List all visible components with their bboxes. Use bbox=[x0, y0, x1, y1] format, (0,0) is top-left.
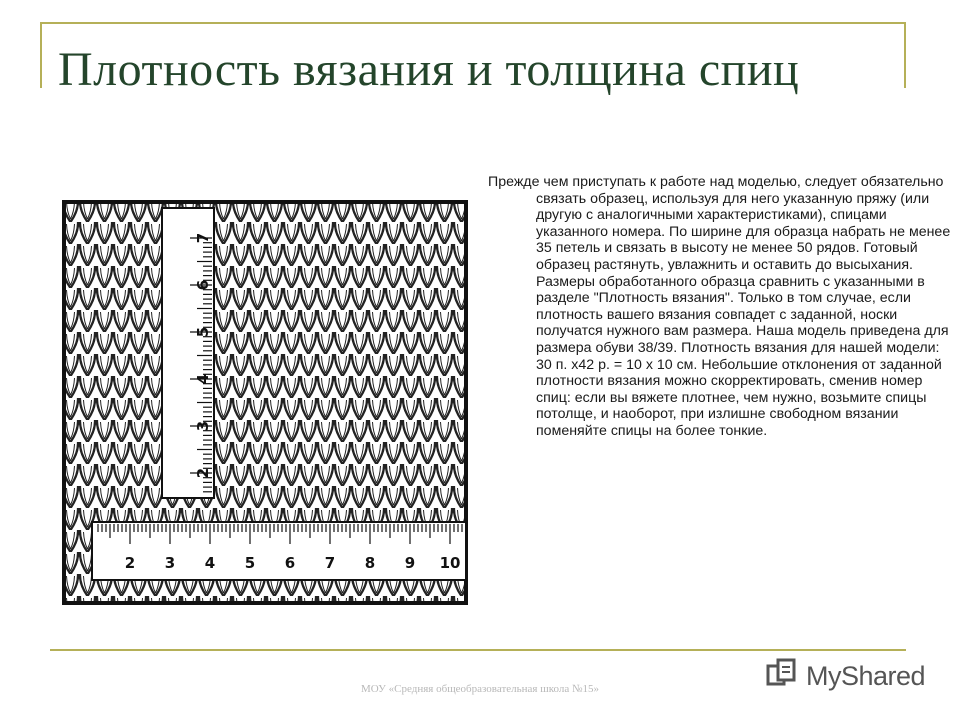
myshared-logo[interactable] bbox=[766, 654, 926, 698]
vertical-ruler-number: 6 bbox=[194, 279, 212, 291]
horizontal-ruler-number: 5 bbox=[244, 554, 256, 572]
myshared-logo-icon bbox=[766, 658, 800, 692]
vertical-ruler-number: 3 bbox=[194, 420, 212, 432]
vertical-ruler-number: 4 bbox=[194, 373, 212, 385]
vertical-ruler-number: 2 bbox=[194, 467, 212, 479]
horizontal-ruler-number: 10 bbox=[439, 554, 461, 572]
horizontal-ruler-number: 8 bbox=[364, 554, 376, 572]
left-frame-line bbox=[40, 22, 42, 88]
vertical-ruler-number: 7 bbox=[194, 232, 212, 244]
right-frame-line bbox=[904, 22, 906, 88]
footer-divider bbox=[50, 649, 906, 651]
horizontal-ruler-number: 4 bbox=[204, 554, 216, 572]
vertical-ruler bbox=[162, 208, 214, 498]
horizontal-ruler-number: 6 bbox=[284, 554, 296, 572]
knitting-gauge-figure bbox=[62, 200, 468, 605]
top-frame-line bbox=[40, 22, 906, 24]
horizontal-ruler-number: 7 bbox=[324, 554, 336, 572]
horizontal-ruler-number: 9 bbox=[404, 554, 416, 572]
footer-school-name: МОУ «Средняя общеобразовательная школа №15» bbox=[361, 683, 599, 695]
vertical-ruler-number: 5 bbox=[194, 326, 212, 338]
horizontal-ruler-number: 2 bbox=[124, 554, 136, 572]
slide-title: Плотность вязания и толщина спиц bbox=[58, 43, 800, 96]
logo-text: MyShared bbox=[806, 661, 926, 691]
horizontal-ruler bbox=[92, 522, 466, 580]
horizontal-ruler-number: 3 bbox=[164, 554, 176, 572]
instructions-text: Прежде чем приступать к работе над моделью, следует обязательно связать образец, используя для него указанную пряжу (или другую с аналогичными характеристиками), спицами указанного номера. По ширине для образца набрать не менее 35 петель и связать в высоту не менее 50 рядов. Готовый образец растянуть, увлажнить и оставить до высыхания. Размеры обработанного образца сравнить с указанными в разделе "Плотность вязания". Только в том случае, если плотность вашего вязания совпадет с заданной, носки получатся нужного вам размера. Наша модель приведена для размера обуви 38/39. Плотность вязания для нашей модели: 30 п. х42 р. = 10 х 10 см. Небольшие отклонения от заданной плотности вязания можно скорректировать, сменив номер спиц: если вы вяжете плотнее, чем нужно, возьмите спицы потолще, и наоборот, при излишне свободном вязании поменяйте спицы на более тонкие. bbox=[488, 174, 951, 439]
